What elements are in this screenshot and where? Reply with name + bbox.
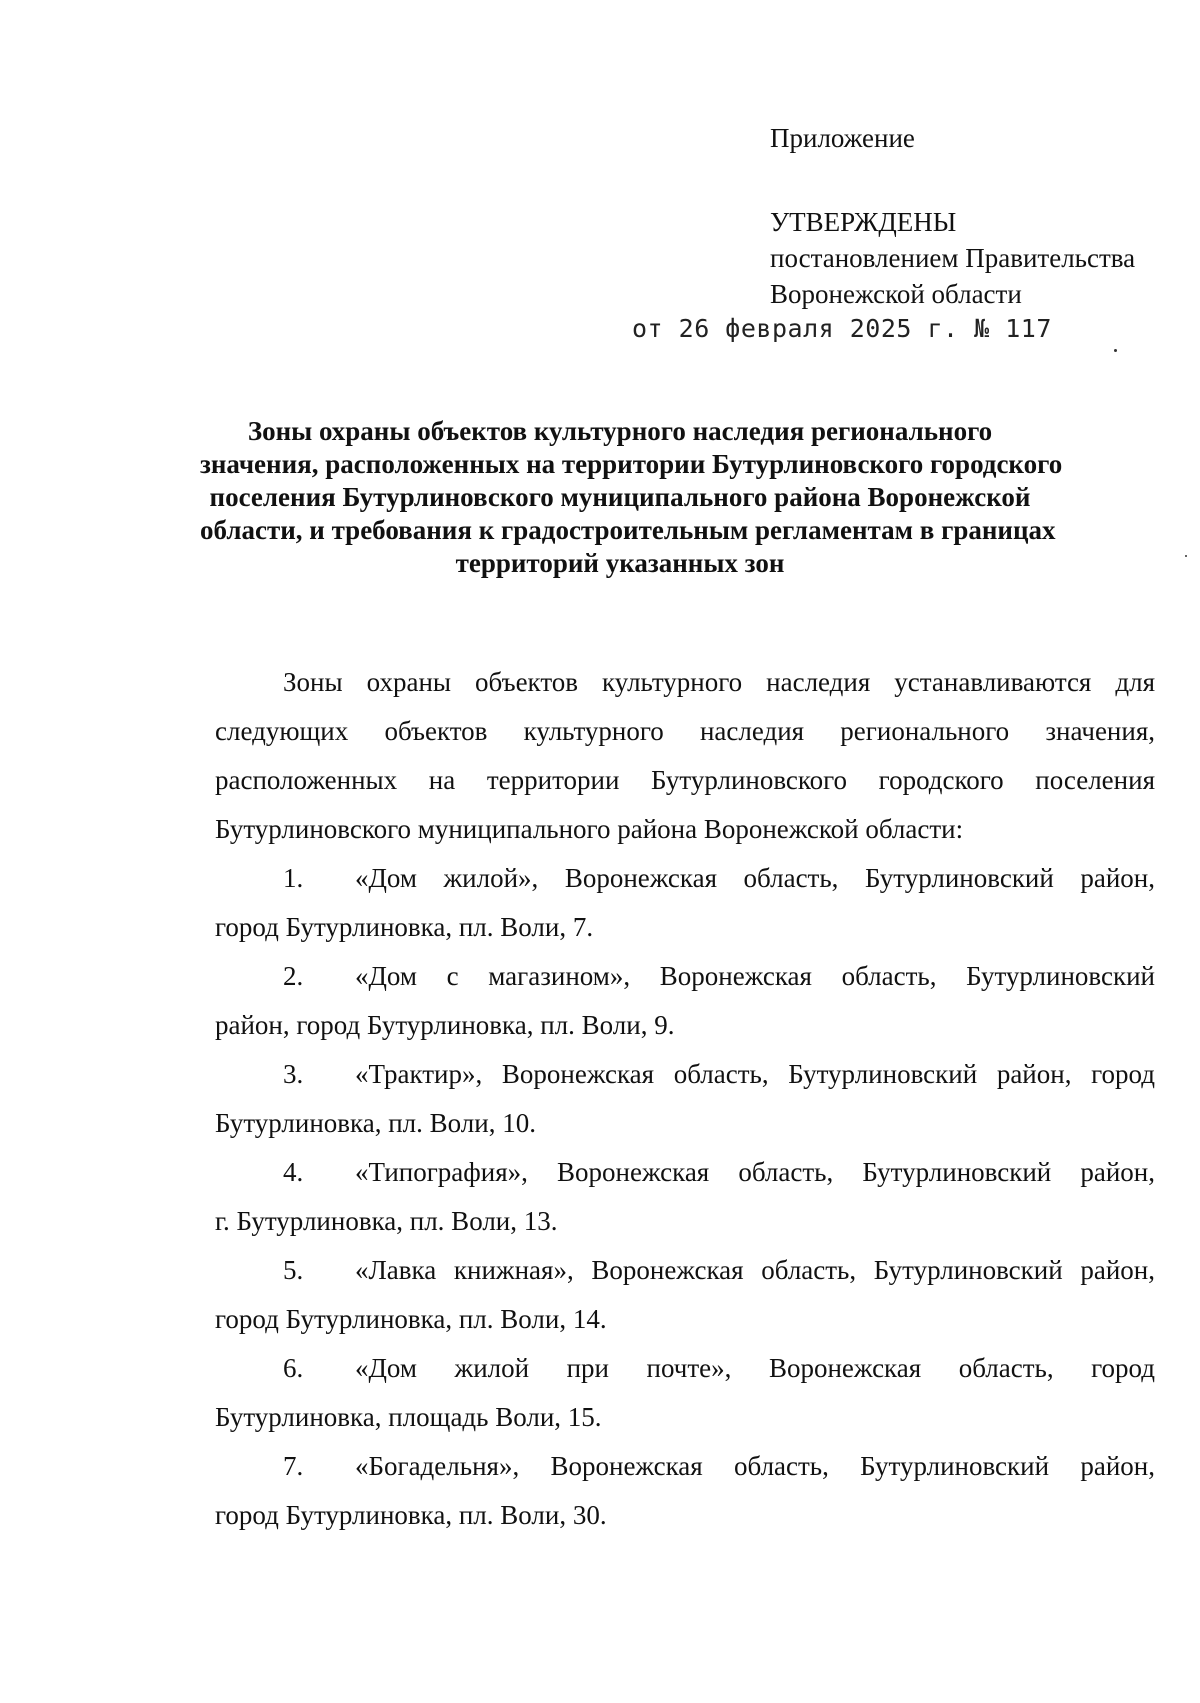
list-item-continuation: город Бутурлиновка, пл. Воли, 7. <box>215 912 594 942</box>
list-item <box>215 1148 1155 1246</box>
scan-speck <box>1185 555 1187 557</box>
list-item-continuation: Бутурлиновка, площадь Воли, 15. <box>215 1402 602 1432</box>
list-item <box>215 952 1155 1050</box>
list-item <box>215 1442 1155 1540</box>
scan-speck <box>1114 349 1117 352</box>
list-item-text: «Трактир», Воронежская область, Бутурлиновский район, город <box>355 1059 1155 1089</box>
list-item-number: 6. <box>283 1353 304 1383</box>
list-item-number: 3. <box>283 1059 304 1089</box>
list-item-number: 1. <box>283 863 304 893</box>
list-item-continuation: город Бутурлиновка, пл. Воли, 14. <box>215 1304 607 1334</box>
list-item-number: 4. <box>283 1157 304 1187</box>
list-item-continuation: район, город Бутурлиновка, пл. Воли, 9. <box>215 1010 675 1040</box>
appendix-label: Приложение <box>770 123 915 153</box>
list-item-text: «Дом жилой», Воронежская область, Бутурлиновский район, <box>355 863 1155 893</box>
paragraph-line: расположенных на территории Бутурлиновского городского поселения <box>215 765 1155 795</box>
title-line: Зоны охраны объектов культурного наследия регионального <box>247 416 993 446</box>
decree-date-number: от 26 февраля 2025 г. № 117 <box>632 314 1052 343</box>
title-line: территорий указанных зон <box>455 548 785 578</box>
approval-line: Воронежской области <box>770 279 1022 309</box>
list-item-number: 2. <box>283 961 304 991</box>
list-item-text: «Богадельня», Воронежская область, Бутурлиновский район, <box>355 1451 1155 1481</box>
list-item-number: 7. <box>283 1451 304 1481</box>
paragraph-line: следующих объектов культурного наследия регионального значения, <box>215 716 1155 746</box>
title-line: значения, расположенных на территории Бутурлиновского городского <box>200 449 1063 479</box>
title-line: поселения Бутурлиновского муниципального района Воронежской <box>209 482 1031 512</box>
intro-paragraph <box>215 658 1155 854</box>
list-item-continuation: Бутурлиновка, пл. Воли, 10. <box>215 1108 536 1138</box>
paragraph-line: Бутурлиновского муниципального района Воронежской области: <box>215 814 964 844</box>
list-item-continuation: г. Бутурлиновка, пл. Воли, 13. <box>215 1206 558 1236</box>
approval-heading: УТВЕРЖДЕНЫ <box>770 207 957 237</box>
list-item-text: «Дом с магазином», Воронежская область, Бутурлиновский <box>355 961 1155 991</box>
list-item <box>215 1050 1155 1148</box>
list-item-number: 5. <box>283 1255 304 1285</box>
list-item <box>215 854 1155 952</box>
list-item-text: «Лавка книжная», Воронежская область, Бутурлиновский район, <box>355 1255 1155 1285</box>
list-item-continuation: город Бутурлиновка, пл. Воли, 30. <box>215 1500 607 1530</box>
approval-block <box>770 204 1135 312</box>
document-title <box>200 415 1063 580</box>
list-item-text: «Типография», Воронежская область, Бутурлиновский район, <box>355 1157 1155 1187</box>
list-item-text: «Дом жилой при почте», Воронежская область, город <box>355 1353 1155 1383</box>
objects-list <box>215 854 1155 1540</box>
approval-line: постановлением Правительства <box>770 243 1136 273</box>
list-item <box>215 1246 1155 1344</box>
list-item <box>215 1344 1155 1442</box>
title-line: области, и требования к градостроительным регламентам в границах <box>200 515 1056 545</box>
paragraph-line: Зоны охраны объектов культурного наследия устанавливаются для <box>283 667 1155 697</box>
